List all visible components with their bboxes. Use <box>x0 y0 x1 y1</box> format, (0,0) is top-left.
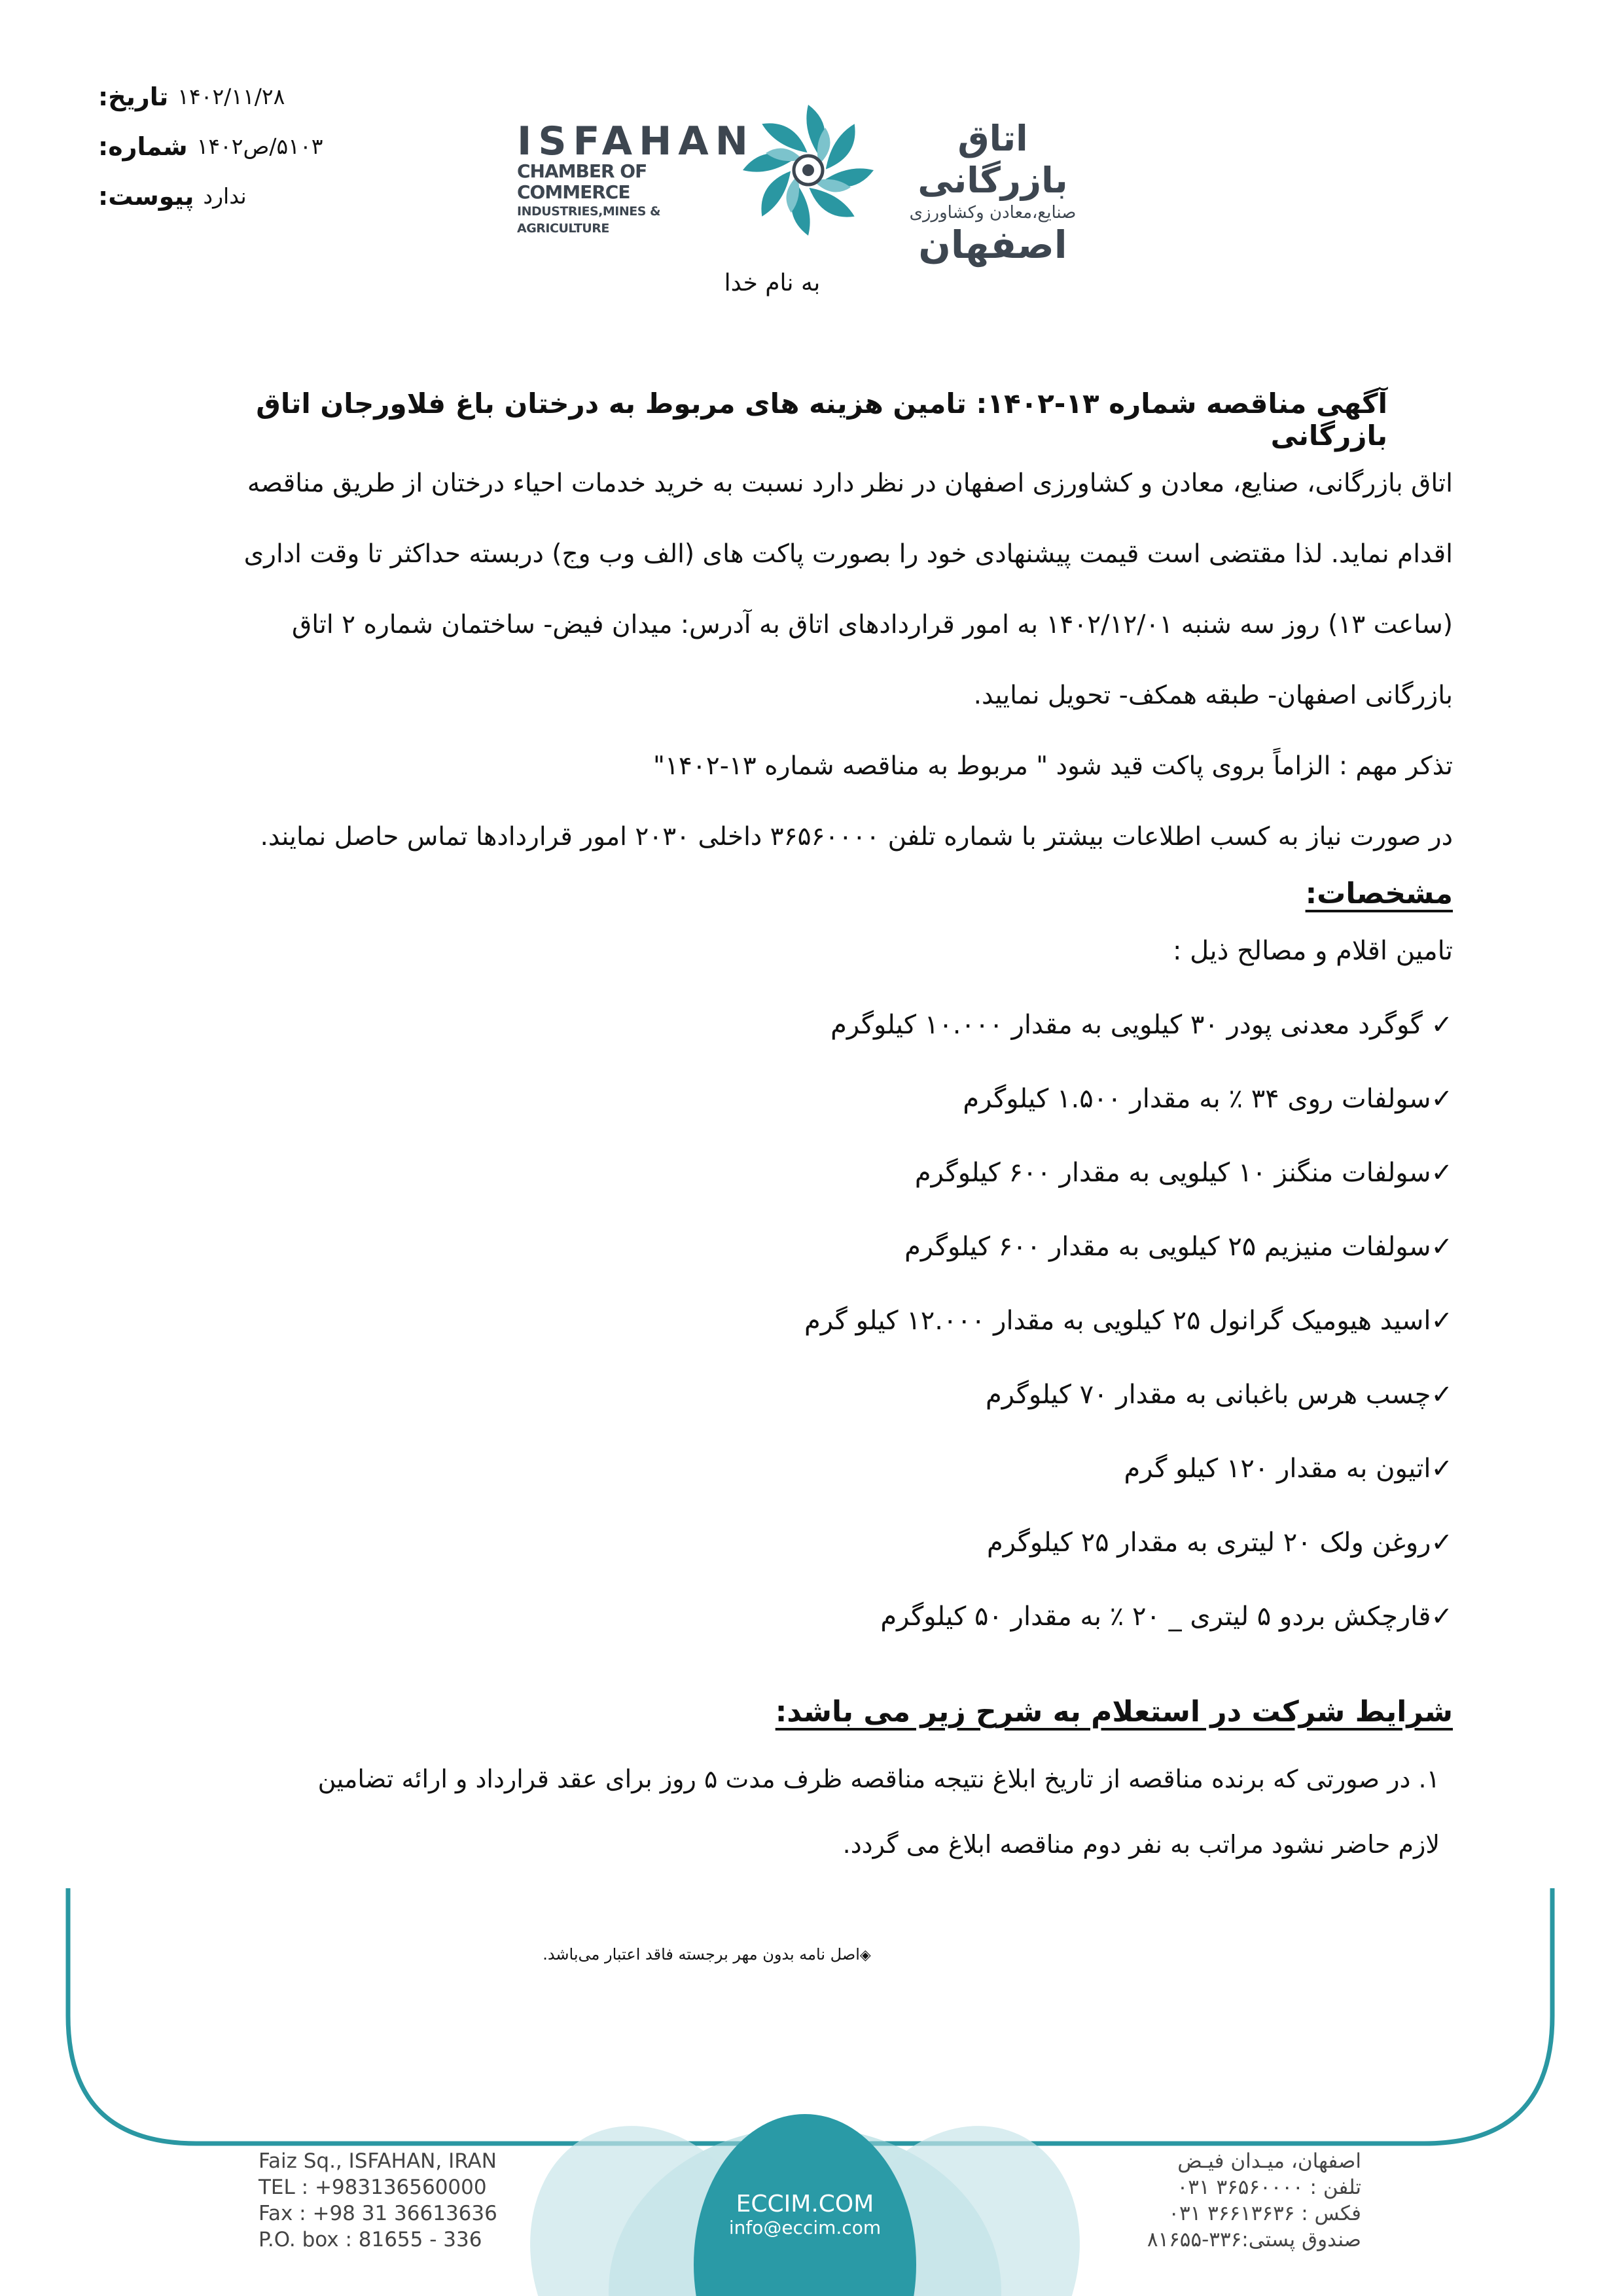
date-label: تاریخ: <box>98 82 169 111</box>
list-item: ✓سولفات منگنز ۱۰ کیلویی به مقدار ۶۰۰ کیلوگرم <box>914 1158 1453 1188</box>
chamber-logo-icon <box>736 98 880 242</box>
conditions-body <box>249 1746 1440 1877</box>
important-note: تذکر مهم : الزاماً بروی پاکت قید شود " مربوط به مناقصه شماره ۱۳-۱۴۰۲" <box>653 751 1453 781</box>
attachment-row <box>98 171 321 221</box>
letter-meta <box>98 72 321 221</box>
specs-intro: تامین اقلام و مصالح ذیل : <box>1172 936 1453 966</box>
tender-body <box>216 448 1453 872</box>
footer-en-pobox: P.O. box : 81655 - 336 <box>259 2228 482 2251</box>
footer-site[interactable]: ECCIM.COM <box>736 2191 874 2217</box>
footer-english-contact <box>259 2148 533 2253</box>
logo-persian <box>885 118 1101 266</box>
specs-heading: مشخصات: <box>1305 877 1453 910</box>
footer-en-tel: TEL : +983136560000 <box>259 2176 487 2199</box>
attachment-value: ندارد <box>203 183 247 209</box>
logo-en-line3: INDUSTRIES,MINES & AGRICULTURE <box>517 204 661 236</box>
number-value: ۵۱۰۳/ص۱۴۰۲ <box>196 134 323 159</box>
footer-fa-pobox: صندوق پستی:۳۳۶-۸۱۶۵۵ <box>1147 2228 1361 2251</box>
list-item: ✓روغن ولک ۲۰ لیتری به مقدار ۲۵ کیلوگرم <box>986 1528 1453 1558</box>
date-row <box>98 72 321 122</box>
seal-note-text: اصل نامه بدون مهر برجسته فاقد اعتبار می‌باشد. <box>543 1945 860 1964</box>
condition-line-1: ۱. در صورتی که برنده مناقصه از تاریخ ابلاغ نتیجه مناقصه ظرف مدت ۵ روز برای عقد قرارداد و ارائه تضامین <box>317 1765 1440 1793</box>
body-line-1: اتاق بازرگانی، صنایع، معادن و کشاورزی اصفهان در نظر دارد نسبت به خرید خدمات احیاء درختان از طریق مناقصه <box>247 469 1453 498</box>
seal-note <box>458 1945 955 1964</box>
list-item: ✓قارچکش بردو ۵ لیتری _ ۲۰ ٪ به مقدار ۵۰ کیلوگرم <box>880 1602 1453 1632</box>
attachment-label: پیوست: <box>98 182 194 211</box>
logo-fa-line2: صنایع،معادن وکشاورزی <box>909 203 1077 223</box>
condition-line-2: لازم حاضر نشود مراتب به نفر دوم مناقصه ابلاغ می گردد. <box>842 1830 1440 1859</box>
list-item: ✓ گوگرد معدنی پودر ۳۰ کیلویی به مقدار ۱۰.۰۰۰ کیلوگرم <box>830 1010 1453 1040</box>
diamond-icon: ◈ <box>859 1947 871 1964</box>
list-item: ✓سولفات روی ۳۴ ٪ به مقدار ۱.۵۰۰ کیلوگرم <box>963 1084 1453 1114</box>
footer-en-address: Faiz Sq., ISFAHAN, IRAN <box>259 2149 497 2173</box>
logo-en-line2: CHAMBER OF COMMERCE <box>517 160 647 203</box>
conditions-heading: شرایط شرکت در استعلام به شرح زیر می باشد: <box>775 1695 1453 1729</box>
footer-web <box>707 2191 903 2238</box>
footer-persian-contact <box>1073 2148 1361 2253</box>
number-label: شماره: <box>98 132 188 161</box>
body-line-3: (ساعت ۱۳) روز سه شنبه ۱۴۰۲/۱۲/۰۱ به امور قراردادهای اتاق به آدرس: میدان فیض- ساختمان شماره ۲ اتاق <box>291 610 1453 639</box>
logo-english <box>517 118 755 237</box>
number-row <box>98 122 321 171</box>
logo-fa-line3: اصفهان <box>918 223 1067 267</box>
logo-en-line1: ISFAHAN <box>517 118 755 164</box>
footer-fa-tel: تلفن : ۳۶۵۶۰۰۰۰ ۰۳۱ <box>1177 2176 1361 2199</box>
list-item: ✓اسید هیومیک گرانول ۲۵ کیلویی به مقدار ۱۲.۰۰۰ کیلو گرم <box>804 1306 1453 1336</box>
items-list <box>393 988 1453 1654</box>
date-value: ۱۴۰۲/۱۱/۲۸ <box>177 84 285 109</box>
body-line-2: اقدام نماید. لذا مقتضی است قیمت پیشنهادی خود را بصورت پاکت های (الف وب وج) دربسته حداکثر تا وقت اداری <box>243 539 1453 569</box>
contact-line: در صورت نیاز به کسب اطلاعات بیشتر با شماره تلفن ۳۶۵۶۰۰۰۰ داخلی ۲۰۳۰ امور قراردادها تماس حاصل نمایند. <box>260 822 1453 852</box>
logo-fa-line1: اتاق بازرگانی <box>918 118 1068 201</box>
list-item: ✓سولفات منیزیم ۲۵ کیلویی به مقدار ۶۰۰ کیلوگرم <box>904 1232 1453 1262</box>
body-line-4: بازرگانی اصفهان- طبقه همکف- تحویل نمایید. <box>973 681 1453 710</box>
footer-fa-address: اصفهان، میـدان فیـض <box>1177 2149 1361 2173</box>
bismillah: به نام خدا <box>724 270 821 296</box>
tender-title: آگهی مناقصه شماره ۱۳-۱۴۰۲: تامین هزینه های مربوط به درختان باغ فلاورجان اتاق بازرگانی <box>256 387 1387 452</box>
page-border-line <box>68 1888 1552 2144</box>
list-item: ✓چسب هرس باغبانی به مقدار ۷۰ کیلوگرم <box>986 1380 1453 1410</box>
list-item: ✓اتیون به مقدار ۱۲۰ کیلو گرم <box>1124 1454 1453 1484</box>
footer-en-fax: Fax : +98 31 36613636 <box>259 2202 497 2225</box>
footer-fa-fax: فکس : ۳۶۶۱۳۶۳۶ ۰۳۱ <box>1168 2202 1361 2225</box>
footer-email[interactable]: info@eccim.com <box>728 2217 882 2238</box>
